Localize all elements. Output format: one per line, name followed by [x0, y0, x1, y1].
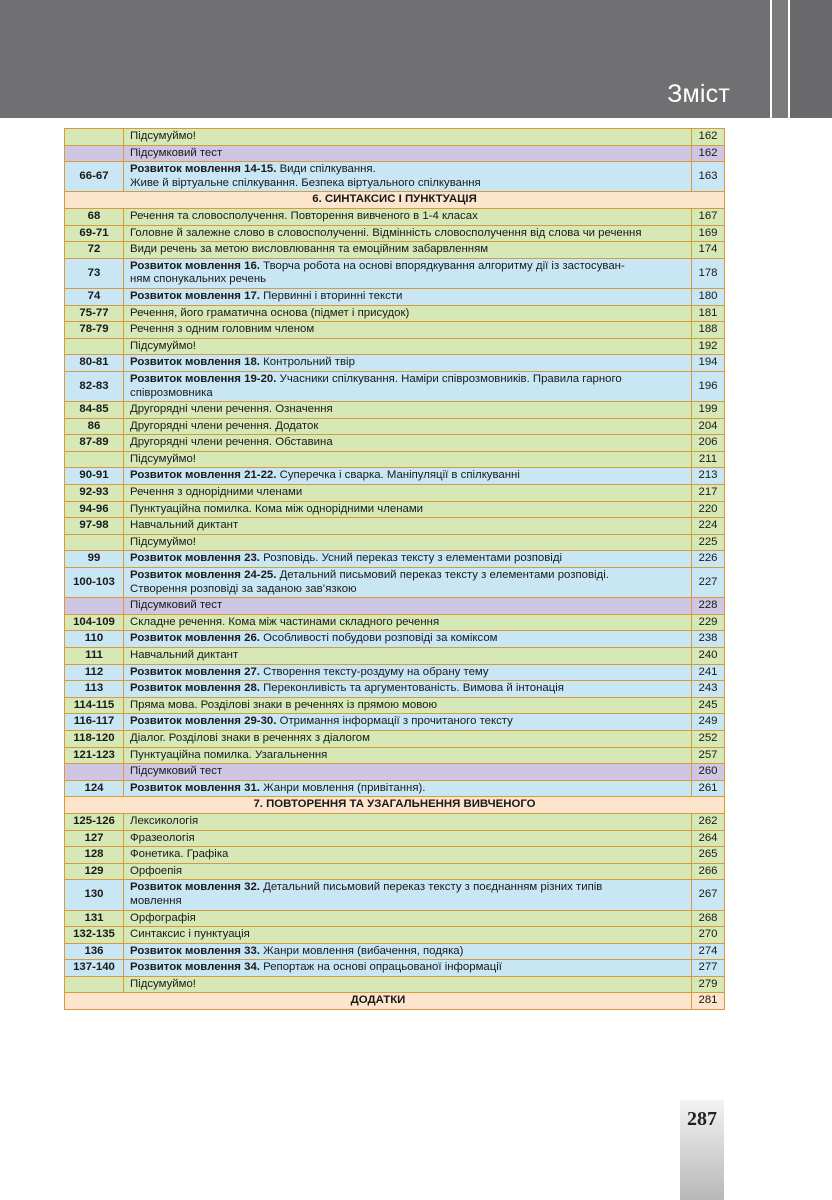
lesson-number: 111 — [65, 648, 124, 665]
page-ref: 162 — [692, 129, 725, 146]
lesson-number: 80-81 — [65, 355, 124, 372]
section-title: 7. ПОВТОРЕННЯ ТА УЗАГАЛЬНЕННЯ ВИВЧЕНОГО — [65, 797, 725, 814]
page-ref: 163 — [692, 162, 725, 192]
table-row — [65, 518, 725, 535]
lesson-title — [124, 598, 692, 615]
lesson-number: 82-83 — [65, 371, 124, 401]
lesson-number: 78-79 — [65, 322, 124, 339]
lesson-title-text: Орфоепія — [130, 864, 183, 877]
table-row — [65, 242, 725, 259]
lesson-title — [124, 258, 692, 288]
table-row — [65, 714, 725, 731]
lesson-number: 129 — [65, 863, 124, 880]
table-row — [65, 305, 725, 322]
lesson-title-text: Створення тексту-роздуму на обрану тему — [259, 665, 489, 678]
lesson-title — [124, 960, 692, 977]
lesson-number: 132-135 — [65, 927, 124, 944]
lesson-title-text: Контрольний твір — [259, 356, 355, 369]
table-row — [65, 322, 725, 339]
lesson-title — [124, 780, 692, 797]
lesson-title — [124, 371, 692, 401]
lesson-number: 75-77 — [65, 305, 124, 322]
lesson-title-bold: Розвиток мовлення 28. — [130, 682, 260, 695]
lesson-number — [65, 129, 124, 146]
page-ref: 260 — [692, 764, 725, 781]
lesson-title-text: Орфографія — [130, 911, 196, 924]
lesson-title — [124, 764, 692, 781]
header-strip — [772, 0, 788, 118]
lesson-title — [124, 485, 692, 502]
page-ref: 224 — [692, 518, 725, 535]
lesson-title — [124, 847, 692, 864]
toc-body — [65, 129, 725, 1010]
lesson-title-text: Суперечка і сварка. Маніпуляції в спілкуванні — [276, 469, 520, 482]
lesson-title — [124, 943, 692, 960]
lesson-number: 73 — [65, 258, 124, 288]
lesson-title-text: Види спілкування. — [276, 163, 376, 176]
page-ref: 274 — [692, 943, 725, 960]
lesson-title-bold: Розвиток мовлення 16. — [130, 259, 260, 272]
lesson-title-text: Підсумковий тест — [130, 599, 223, 612]
page-ref: 217 — [692, 485, 725, 502]
table-row — [65, 880, 725, 910]
table-row — [65, 976, 725, 993]
page-ref: 265 — [692, 847, 725, 864]
lesson-title — [124, 568, 692, 598]
lesson-title-text: Речення, його граматична основа (підмет і присудок) — [130, 306, 410, 319]
table-row — [65, 943, 725, 960]
page-ref: 192 — [692, 338, 725, 355]
table-row — [65, 225, 725, 242]
lesson-title — [124, 927, 692, 944]
lesson-number: 72 — [65, 242, 124, 259]
table-row — [65, 145, 725, 162]
lesson-number: 92-93 — [65, 485, 124, 502]
lesson-title-text: Підсумковий тест — [130, 146, 223, 159]
page-ref: 268 — [692, 910, 725, 927]
table-row — [65, 927, 725, 944]
lesson-title-bold: Розвиток мовлення 19-20. — [130, 372, 277, 385]
lesson-number: 125-126 — [65, 813, 124, 830]
lesson-title-bold: Розвиток мовлення 24-25. — [130, 569, 277, 582]
table-of-contents — [64, 128, 725, 1010]
lesson-title — [124, 830, 692, 847]
page-ref: 270 — [692, 927, 725, 944]
lesson-title — [124, 501, 692, 518]
lesson-title-bold: Розвиток мовлення 26. — [130, 632, 260, 645]
page-ref: 238 — [692, 631, 725, 648]
page-ref: 199 — [692, 402, 725, 419]
table-row — [65, 598, 725, 615]
lesson-title — [124, 435, 692, 452]
table-row — [65, 288, 725, 305]
lesson-title-text: Жанри мовлення (привітання). — [259, 781, 426, 794]
lesson-number: 104-109 — [65, 614, 124, 631]
page-ref: 266 — [692, 863, 725, 880]
page-ref: 226 — [692, 551, 725, 568]
lesson-number: 114-115 — [65, 697, 124, 714]
lesson-title-text: Детальний письмовий переказ тексту з поєднанням різних типів — [259, 881, 603, 894]
table-row — [65, 993, 725, 1010]
lesson-number: 128 — [65, 847, 124, 864]
lesson-number: 116-117 — [65, 714, 124, 731]
lesson-title-text: Другорядні члени речення. Обставина — [130, 436, 333, 449]
header-tail — [790, 0, 832, 118]
lesson-number: 68 — [65, 208, 124, 225]
page-ref: 243 — [692, 681, 725, 698]
page-ref: 180 — [692, 288, 725, 305]
lesson-title-bold: Розвиток мовлення 17. — [130, 289, 260, 302]
table-row — [65, 338, 725, 355]
page-ref: 220 — [692, 501, 725, 518]
lesson-title-bold: Розвиток мовлення 23. — [130, 552, 260, 565]
lesson-title-text: Пряма мова. Розділові знаки в реченнях із прямою мовою — [130, 698, 438, 711]
table-row — [65, 258, 725, 288]
table-row — [65, 468, 725, 485]
table-row — [65, 418, 725, 435]
page-ref: 211 — [692, 451, 725, 468]
lesson-number — [65, 145, 124, 162]
lesson-title — [124, 305, 692, 322]
page-ref: 240 — [692, 648, 725, 665]
lesson-title-text: Пунктуаційна помилка. Узагальнення — [130, 748, 328, 761]
table-row — [65, 648, 725, 665]
table-row — [65, 797, 725, 814]
lesson-number: 84-85 — [65, 402, 124, 419]
page-ref: 257 — [692, 747, 725, 764]
lesson-title — [124, 910, 692, 927]
table-row — [65, 730, 725, 747]
page-ref: 264 — [692, 830, 725, 847]
lesson-title-text: Детальний письмовий переказ тексту з елементами розповіді. — [276, 569, 609, 582]
lesson-title-text: Учасники спілкування. Наміри співрозмовників. Правила гарного — [276, 372, 622, 385]
table-row — [65, 568, 725, 598]
lesson-title-bold: Розвиток мовлення 21-22. — [130, 469, 277, 482]
lesson-title — [124, 648, 692, 665]
table-row — [65, 192, 725, 209]
table-row — [65, 614, 725, 631]
table-row — [65, 960, 725, 977]
lesson-title — [124, 681, 692, 698]
lesson-title — [124, 322, 692, 339]
page-ref: 277 — [692, 960, 725, 977]
lesson-title — [124, 402, 692, 419]
lesson-number: 100-103 — [65, 568, 124, 598]
page-ref: 227 — [692, 568, 725, 598]
page-ref: 262 — [692, 813, 725, 830]
lesson-number: 130 — [65, 880, 124, 910]
lesson-number — [65, 534, 124, 551]
lesson-number: 124 — [65, 780, 124, 797]
table-row — [65, 402, 725, 419]
lesson-number: 118-120 — [65, 730, 124, 747]
lesson-title-text: Творча робота на основі впорядкування алгоритму дії із застосуван- — [259, 259, 625, 272]
page-ref: 213 — [692, 468, 725, 485]
table-row — [65, 747, 725, 764]
lesson-title-text: Другорядні члени речення. Додаток — [130, 419, 319, 432]
lesson-title-text: Другорядні члени речення. Означення — [130, 403, 333, 416]
lesson-number: 127 — [65, 830, 124, 847]
table-row — [65, 813, 725, 830]
lesson-title-bold: Розвиток мовлення 34. — [130, 961, 260, 974]
lesson-title-bold: Розвиток мовлення 33. — [130, 944, 260, 957]
page-ref: 206 — [692, 435, 725, 452]
section-title: 6. СИНТАКСИС І ПУНКТУАЦІЯ — [65, 192, 725, 209]
table-row — [65, 697, 725, 714]
page-ref: 249 — [692, 714, 725, 731]
lesson-title-text: Складне речення. Кома між частинами складного речення — [130, 615, 440, 628]
lesson-title-text: Діалог. Розділові знаки в реченнях з діалогом — [130, 731, 370, 744]
section-title: ДОДАТКИ — [65, 993, 692, 1010]
page-ref: 167 — [692, 208, 725, 225]
lesson-number: 110 — [65, 631, 124, 648]
page-ref: 188 — [692, 322, 725, 339]
lesson-number: 90-91 — [65, 468, 124, 485]
lesson-title — [124, 355, 692, 372]
lesson-number: 87-89 — [65, 435, 124, 452]
lesson-title — [124, 288, 692, 305]
table-row — [65, 355, 725, 372]
page-ref: 241 — [692, 664, 725, 681]
page-ref: 279 — [692, 976, 725, 993]
lesson-title-text: Отримання інформації з прочитаного тексту — [276, 715, 513, 728]
lesson-number: 112 — [65, 664, 124, 681]
table-row — [65, 631, 725, 648]
lesson-title-text-line2: ням спонукальних речень — [130, 273, 267, 286]
page-ref: 245 — [692, 697, 725, 714]
page-ref: 229 — [692, 614, 725, 631]
page-ref: 252 — [692, 730, 725, 747]
lesson-title — [124, 631, 692, 648]
lesson-title-bold: Розвиток мовлення 32. — [130, 881, 260, 894]
page-ref: 204 — [692, 418, 725, 435]
lesson-title-text: Підсумуймо! — [130, 977, 196, 990]
lesson-title — [124, 697, 692, 714]
table-row — [65, 764, 725, 781]
lesson-title-text: Речення з одним головним членом — [130, 323, 315, 336]
page-ref: 261 — [692, 780, 725, 797]
lesson-title — [124, 880, 692, 910]
lesson-title-text: Первинні і вторинні тексти — [259, 289, 403, 302]
lesson-title-bold: Розвиток мовлення 31. — [130, 781, 260, 794]
lesson-title — [124, 418, 692, 435]
lesson-title-text: Фонетика. Графіка — [130, 848, 229, 861]
lesson-title-text: Навчальний диктант — [130, 649, 239, 661]
lesson-title — [124, 225, 692, 242]
lesson-title — [124, 664, 692, 681]
table-row — [65, 847, 725, 864]
lesson-title-text: Підсумуймо! — [130, 452, 196, 465]
header-bar — [0, 0, 770, 118]
lesson-number: 94-96 — [65, 501, 124, 518]
lesson-title — [124, 162, 692, 192]
lesson-title-text: Речення та словосполучення. Повторення вивченого в 1-4 класах — [130, 209, 478, 222]
lesson-title — [124, 551, 692, 568]
table-row — [65, 208, 725, 225]
lesson-title-text: Підсумуймо! — [130, 339, 196, 352]
lesson-title — [124, 714, 692, 731]
lesson-title-text: Підсумуймо! — [130, 130, 196, 142]
lesson-number: 69-71 — [65, 225, 124, 242]
lesson-number — [65, 451, 124, 468]
lesson-number: 66-67 — [65, 162, 124, 192]
page-ref: 196 — [692, 371, 725, 401]
lesson-title-text: Підсумуймо! — [130, 535, 196, 548]
lesson-title-text: Розповідь. Усний переказ тексту з елементами розповіді — [259, 552, 563, 565]
lesson-title-text: Репортаж на основі опрацьованої інформації — [259, 961, 502, 974]
lesson-title-text-line2: Живе й віртуальне спілкування. Безпека віртуального спілкування — [130, 176, 481, 189]
lesson-title-bold: Розвиток мовлення 14-15. — [130, 163, 277, 176]
lesson-title — [124, 534, 692, 551]
lesson-title — [124, 451, 692, 468]
lesson-title-bold: Розвиток мовлення 29-30. — [130, 715, 277, 728]
lesson-title — [124, 518, 692, 535]
lesson-number — [65, 976, 124, 993]
lesson-number: 131 — [65, 910, 124, 927]
lesson-title-text: Види речень за метою висловлювання та емоційним забарвленням — [130, 243, 489, 256]
page-ref: 181 — [692, 305, 725, 322]
lesson-title-text: Навчальний диктант — [130, 519, 239, 532]
lesson-title-text: Головне й залежне слово в словосполученні. Відмінність словосполучення від слова чи речення — [130, 226, 642, 239]
lesson-title-text: Переконливість та аргументованість. Вимова й інтонація — [259, 682, 564, 695]
lesson-title-bold: Розвиток мовлення 18. — [130, 356, 260, 369]
lesson-title-text: Фразеологія — [130, 831, 195, 844]
page-ref: 169 — [692, 225, 725, 242]
page-number: 287 — [687, 1108, 717, 1130]
page-ref: 228 — [692, 598, 725, 615]
lesson-title-bold: Розвиток мовлення 27. — [130, 665, 260, 678]
lesson-title-text: Пунктуаційна помилка. Кома між однорідними членами — [130, 502, 424, 515]
page-ref: 225 — [692, 534, 725, 551]
lesson-title — [124, 338, 692, 355]
lesson-number: 97-98 — [65, 518, 124, 535]
table-row — [65, 162, 725, 192]
table-row — [65, 485, 725, 502]
lesson-title-text-line2: співрозмовника — [130, 386, 213, 399]
page-title: Зміст — [667, 80, 730, 108]
lesson-title — [124, 468, 692, 485]
table-row — [65, 863, 725, 880]
lesson-title — [124, 614, 692, 631]
lesson-title — [124, 813, 692, 830]
page-ref: 194 — [692, 355, 725, 372]
lesson-number — [65, 338, 124, 355]
table-row — [65, 910, 725, 927]
lesson-number: 136 — [65, 943, 124, 960]
lesson-title-text: Лексикологія — [130, 814, 199, 827]
lesson-number — [65, 764, 124, 781]
table-row — [65, 664, 725, 681]
lesson-title-text-line2: Створення розповіді за заданою зав’язкою — [130, 582, 357, 595]
lesson-title-text-line2: мовлення — [130, 894, 182, 907]
table-row — [65, 435, 725, 452]
table-row — [65, 501, 725, 518]
lesson-title-text: Жанри мовлення (вибачення, подяка) — [259, 944, 464, 957]
table-row — [65, 371, 725, 401]
lesson-title-text: Речення з однорідними членами — [130, 486, 303, 499]
lesson-title — [124, 242, 692, 259]
page-ref: 281 — [692, 993, 725, 1010]
table-row — [65, 551, 725, 568]
lesson-title — [124, 747, 692, 764]
table-row — [65, 534, 725, 551]
lesson-number: 113 — [65, 681, 124, 698]
lesson-number: 137-140 — [65, 960, 124, 977]
lesson-title-text: Синтаксис і пунктуація — [130, 928, 250, 941]
lesson-number: 121-123 — [65, 747, 124, 764]
lesson-title — [124, 730, 692, 747]
lesson-number: 86 — [65, 418, 124, 435]
table-row — [65, 830, 725, 847]
table-row — [65, 451, 725, 468]
lesson-number — [65, 598, 124, 615]
table-row — [65, 780, 725, 797]
page-ref: 162 — [692, 145, 725, 162]
lesson-title-text: Підсумковий тест — [130, 765, 223, 778]
lesson-title-text: Особливості побудови розповіді за коміксом — [259, 632, 498, 645]
page-ref: 174 — [692, 242, 725, 259]
lesson-title — [124, 145, 692, 162]
lesson-title — [124, 976, 692, 993]
page-ref: 267 — [692, 880, 725, 910]
page-ref: 178 — [692, 258, 725, 288]
table-row — [65, 129, 725, 146]
lesson-title — [124, 863, 692, 880]
lesson-number: 74 — [65, 288, 124, 305]
table-row — [65, 681, 725, 698]
lesson-title — [124, 129, 692, 146]
lesson-number: 99 — [65, 551, 124, 568]
lesson-title — [124, 208, 692, 225]
